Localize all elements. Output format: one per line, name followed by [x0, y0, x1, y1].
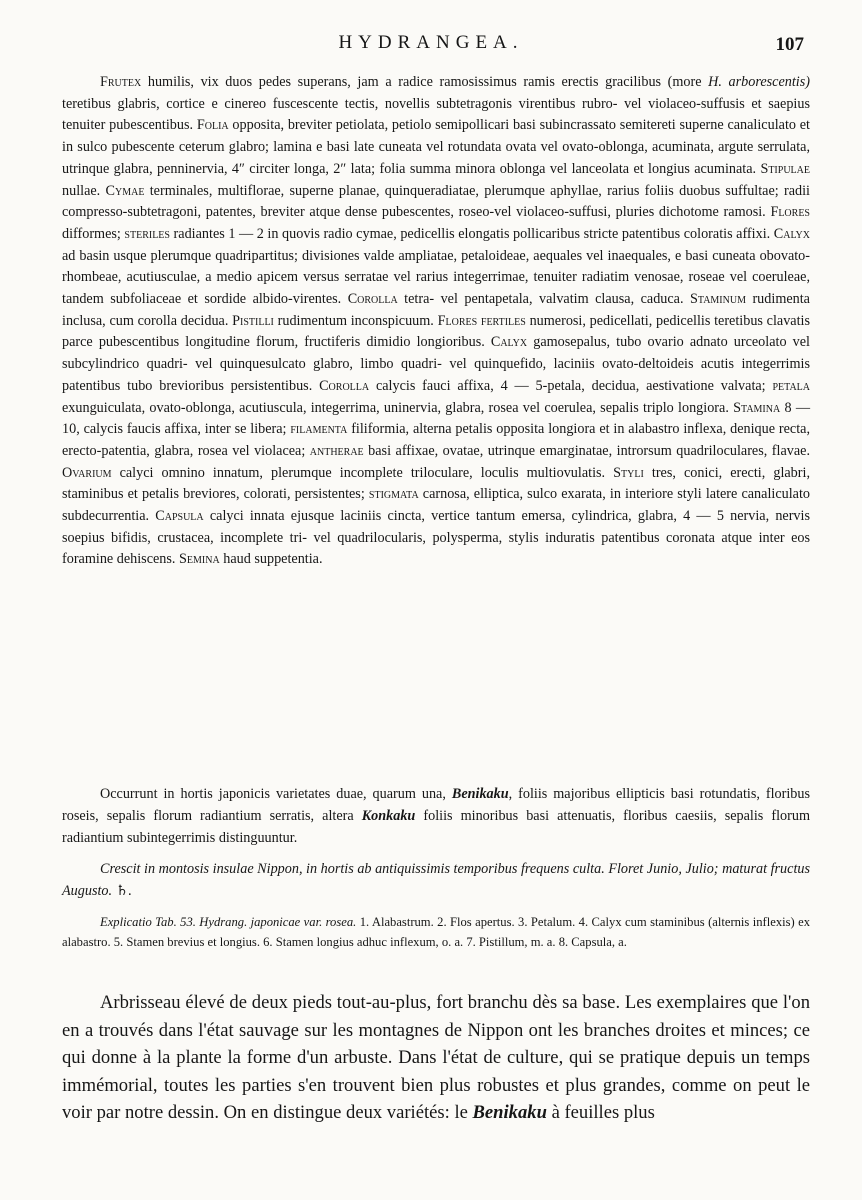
occurrence-run: , foliis majoribus ellipticis basi rotundatis, floribus roseis, sepalis florum radiantium serratis, altera: [62, 786, 811, 824]
description-run: 8 — 10, calycis faucis affixa, inter se libera;: [62, 399, 811, 438]
description-run: petala: [772, 377, 810, 394]
description-run: Ovarium: [62, 464, 112, 481]
description-run: Folia: [196, 117, 229, 134]
description-run: calyci innata ejusque laciniis cincta, vertice tantum emersa, cylindrica, glabra, 4 — 5 nervia, nervis soepius bifidis, crustacea, incomplete tri- vel quadrilocularis, polysperma, stylis induratis patentibus coronata atque inter eos foramine dehiscens.: [62, 508, 810, 568]
description-run: Stipulae: [760, 160, 810, 177]
description-run: antherae: [309, 442, 364, 459]
description-run: Pistilli: [232, 312, 274, 329]
french-run: à feuilles plus: [546, 1102, 655, 1124]
description-run: tres, conici, erecti, glabri, staminibus et petalis breviores, colorati, persistentes;: [62, 464, 810, 503]
description-run: stigmata: [368, 486, 419, 503]
description-run: opposita, breviter petiolata, petiolo semipollicari basi subincrassato semitereti superne canaliculato et in sulco pubescente ceterum glabro; lamina e basi late cuneata vel rotundata ovata vel ovato-oblonga, acuminata, argute serrulata, utrinque glabra, penninervia, 4″ circiter longa, 2″ lata; folia summa minora oblonga vel lanceolata et longius acuminata.: [62, 117, 810, 177]
description-run: numerosi, pedicellati, pedicellis teretibus clavatis parce pubescentibus longitudine florum, fructiferis dimidio longioribus.: [62, 312, 811, 351]
description-run: radiantes 1 — 2 in quovis radio cymae, pedicellis elongatis pollicaribus stricte patentibus coloratis affixi.: [169, 225, 774, 242]
explicatio-run: 1. Alabastrum. 2. Flos apertus. 3. Petalum. 4. Calyx cum staminibus (alternis inflexis) ex alabastro. 5. Stamen brevius et longius. 6. Stamen longius adhuc inflexum, o. a. 7. Pistillum, m. a. 8. Capsula, a.: [62, 915, 810, 949]
explicatio-run: Explicatio Tab. 53. Hydrang. japonicae var. rosea.: [100, 915, 357, 929]
description-run: carnosa, elliptica, sulco exarata, in interiore styli latere canaliculato subdecurrentia.: [62, 486, 810, 525]
description-run: Flores: [770, 204, 810, 221]
description-run: gamosepalus, tubo ovario adnato urceolato vel subcylindrico quadri- vel quinquesulcato glabro, limbo quadri- vel quinquefido, laciniis ovato-deltoideis acutis integerrimis patentibus tubo brevioribus persistentibus.: [62, 334, 810, 394]
plate-explanation-paragraph: [62, 913, 810, 952]
running-title: HYDRANGEA.: [338, 32, 524, 53]
french-run: Arbrisseau élevé de deux pieds tout-au-plus, fort branchu dès sa base. Les exemplaires que l'on en a trouvés dans l'état sauvage sur les montagnes de Nippon ont les branches droites et minces; ce qui donne à la plante la forme d'un arbuste. Dans l'état de culture, qui se pratique depuis un temps immémorial, toutes les parties s'en trouvent bien plus robustes et plus grandes, comme on peut le voir par notre dessin. On en distingue deux variétés: le: [62, 992, 810, 1124]
description-run: H. arborescentis): [708, 74, 810, 90]
description-run: filamenta: [290, 421, 348, 438]
description-run: nullae.: [62, 182, 106, 199]
description-run: Flores fertiles: [437, 312, 526, 329]
description-run: calyci omnino innatum, plerumque incomplete triloculare, loculis multiovulatis.: [111, 464, 614, 481]
description-run: teretibus glabris, cortice e cinereo fuscescente tectis, novellis subtetragonis virentibus rubro- vel violaceo-suffusis et saepius tenuiter pubescentibus.: [62, 95, 810, 134]
occurrence-run: Occurrunt in hortis japonicis varietates duae, quarum una,: [100, 786, 452, 802]
description-run: rudimentum inconspicuum.: [273, 312, 438, 329]
occurrence-run: Benikaku: [451, 786, 509, 802]
description-run: exunguiculata, ovato-oblonga, acutiuscula, integerrima, uninervia, glabra, rosea vel coerulea, sepalis triplo longiora.: [62, 399, 734, 416]
description-run: humilis, vix duos pedes superans, jam a radice ramosissimus ramis erectis gracilibus (more: [141, 74, 709, 90]
habitat-paragraph: [62, 858, 810, 902]
description-run: basi affixae, ovatae, utrinque emarginatae, introrsum quadriloculares, flavae.: [363, 442, 810, 459]
description-run: Staminum: [690, 291, 746, 308]
habitat-run: Crescit in montosis insulae Nippon, in hortis ab antiquissimis temporibus frequens culta. Floret Junio, Julio; maturat fructus Augusto. ♄.: [62, 861, 810, 899]
description-run: haud suppetentia.: [219, 551, 323, 568]
french-run: Benikaku: [472, 1102, 547, 1124]
description-run: Calyx: [490, 334, 528, 351]
description-run: Calyx: [773, 225, 811, 242]
description-run: rudimenta inclusa, cum corolla decidua.: [62, 291, 810, 329]
description-run: terminales, multiflorae, superne planae, quinqueradiatae, plerumque aphyllae, rarius foliis duobus suffultae; radii compresso-subtetragoni, patentes, breviter atque dense pubescentes, roseo-vel violaceo-suffusi, pluries dichotome ramosi.: [62, 182, 811, 221]
description-run: Frutex: [100, 74, 142, 90]
varieties-paragraph: [62, 783, 810, 849]
description-run: calycis fauci affixa, 4 — 5-petala, decidua, aestivatione valvata;: [369, 377, 773, 394]
description-run: tetra- vel pentapetala, valvatim clausa, caduca.: [397, 291, 690, 308]
latin-description-paragraph: [62, 72, 810, 571]
description-run: Styli: [613, 464, 644, 481]
description-run: Semina: [179, 551, 220, 568]
description-run: difformes;: [62, 225, 125, 242]
page-number: 107: [775, 34, 804, 55]
description-run: Capsula: [155, 508, 204, 525]
description-run: steriles: [124, 225, 170, 242]
occurrence-run: Konkaku: [361, 808, 416, 824]
description-run: filiformia, alterna petalis opposita longiora et in alabastro inflexa, denique recta, erecto-patentia, glabra, rosea vel violacea;: [62, 421, 810, 459]
description-run: Corolla: [347, 291, 398, 308]
french-description-paragraph: [62, 989, 810, 1127]
description-run: Cymae: [105, 182, 145, 199]
occurrence-run: foliis minoribus basi attenuatis, floribus caesiis, sepalis florum radiantium subintegerrimis distinguuntur.: [62, 808, 810, 846]
description-run: Corolla: [319, 377, 370, 394]
page-header: [0, 30, 862, 62]
description-run: ad basin usque plerumque quadripartitus; divisiones valde ampliatae, petaloideae, aequales vel inaequales, e basi cuneata obovato-rhombeae, acutiusculae, a medio apicem versus serratae vel rarius integerrimae, tenuiter radiatim venosae, roseae vel coeruleae, tandem subfoliaceae et sordide albido-virentes.: [62, 247, 810, 308]
description-run: Stamina: [733, 399, 781, 416]
